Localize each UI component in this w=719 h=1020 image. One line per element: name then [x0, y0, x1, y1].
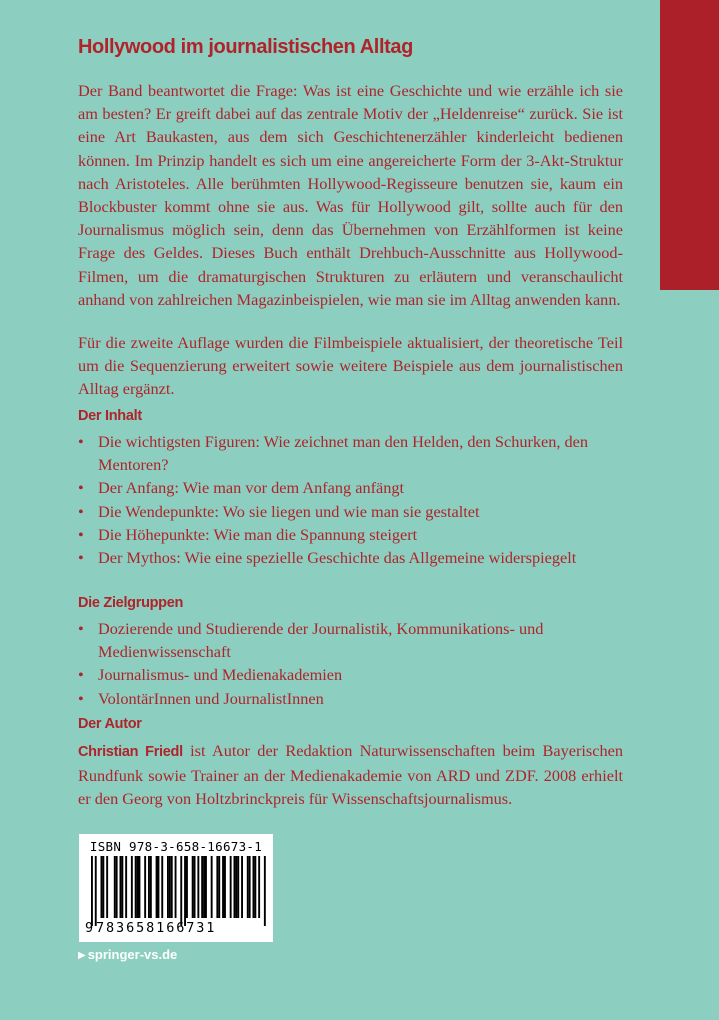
bullet-icon: •: [78, 619, 84, 638]
ean-leading-digit: 9: [85, 920, 94, 936]
list-item: • VolontärInnen und JournalistInnen: [78, 687, 623, 710]
list-item: • Die wichtigsten Figuren: Wie zeichnet man den Helden, den Schurken, den Mentoren?: [78, 432, 589, 475]
isbn-number: ISBN 978-3-658-16673-1: [89, 839, 263, 854]
list-item: • Dozierende und Studierende der Journalistik, Kommunikations- und Medienwissenschaft: [78, 619, 544, 662]
bullet-icon: •: [78, 548, 84, 568]
list-item: • Die Höhepunkte: Wie man die Spannung steigert: [78, 523, 623, 546]
list-item: • Journalismus- und Medienakademien: [78, 663, 623, 686]
bullet-icon: •: [78, 501, 84, 521]
author-heading: Der Autor: [78, 716, 142, 732]
red-accent-tab: [660, 0, 719, 290]
contents-heading: Der Inhalt: [78, 408, 142, 424]
bullet-icon: •: [78, 665, 84, 685]
arrow-right-icon: ▶: [78, 950, 86, 961]
contents-list: [78, 430, 623, 569]
list-item: • Der Mythos: Wie eine spezielle Geschichte das Allgemeine widerspiegelt: [78, 546, 623, 569]
book-title: Hollywood im journalistischen Alltag: [78, 36, 413, 58]
bullet-icon: •: [78, 524, 84, 544]
list-item: • Die Wendepunkte: Wo sie liegen und wie man sie gestaltet: [78, 500, 623, 523]
list-item: • Der Anfang: Wie man vor dem Anfang anfängt: [78, 476, 623, 499]
author-name: Christian Friedl: [78, 744, 183, 760]
author-paragraph: [78, 739, 623, 811]
target-groups-heading: Die Zielgruppen: [78, 595, 184, 611]
description-paragraph: Der Band beantwortet die Frage: Was ist eine Geschichte und wie erzähle ich sie am besten? Er greift dabei auf das zentrale Motiv der „Heldenreise“ zurück. Sie ist eine Art Baukasten, aus dem sich Geschichtenerzähler kinderleicht bedienen können. Im Prinzip handelt es sich um eine angereicherte Form der 3-Akt-Struktur nach Aristoteles. Alle berühmten Hollywood-Regisseure benutzen sie, kaum ein Blockbuster kommt ohne sie aus. Was für Hollywood gilt, sollte auch für den Journalismus möglich sein, denn das Übernehmen von Erzählformen ist keine Frage des Geldes. Dieses Buch enthält Drehbuch-Ausschnitte aus Hollywood-Filmen, um die dramaturgischen Strukturen zu erläutern und veranschaulicht anhand von zahlreichen Magazinbeispielen, wie man sie im Alltag anwenden kann.: [78, 81, 623, 309]
ean-digits: 783658166731: [96, 920, 217, 936]
target-groups-list: [78, 617, 623, 710]
bullet-icon: •: [78, 478, 84, 498]
publisher-url: springer-vs.de: [87, 947, 178, 962]
second-edition-paragraph: Für die zweite Auflage wurden die Filmbeispiele aktualisiert, der theoretische Teil um die Sequenzierung erweitert sowie weitere Beispiele aus dem journalistischen Alltag ergänzt.: [78, 333, 623, 399]
publisher-link[interactable]: [78, 947, 177, 962]
bullet-icon: •: [78, 432, 84, 451]
author-bio: ist Autor der Redaktion Naturwissenschaften beim Bayerischen Rundfunk sowie Trainer an der Medienakademie von ARD und ZDF. 2008 erhielt er den Georg von Holtzbrinckpreis für Wissenschaftsjournalismus.: [78, 741, 623, 809]
bullet-icon: •: [78, 688, 84, 708]
